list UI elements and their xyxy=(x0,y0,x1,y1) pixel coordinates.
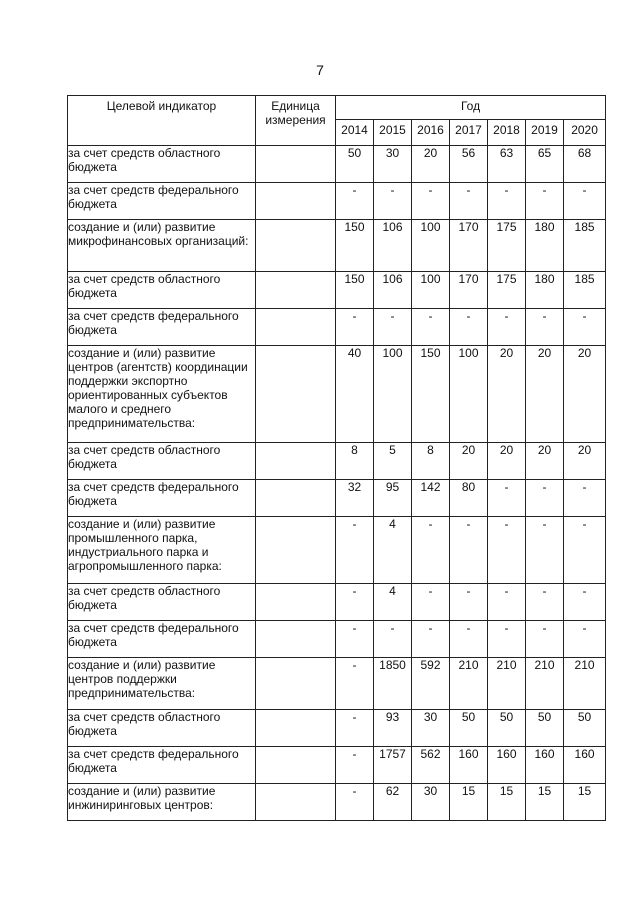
value-cell: 20 xyxy=(526,346,564,443)
value-cell: 142 xyxy=(412,480,450,517)
header-year: 2017 xyxy=(450,120,488,146)
value-cell: 100 xyxy=(412,220,450,272)
header-year-group: Год xyxy=(336,96,606,120)
unit-cell xyxy=(256,584,336,621)
page-number: 7 xyxy=(316,62,324,78)
table-row xyxy=(68,146,606,183)
table-row xyxy=(68,658,606,710)
unit-cell xyxy=(256,710,336,747)
value-cell: 56 xyxy=(450,146,488,183)
indicator-cell: создание и (или) развитие центров (агентств) координации поддержки экспортно ориентированных субъектов малого и среднего предпринимательства: xyxy=(68,346,256,443)
value-cell: 106 xyxy=(374,220,412,272)
value-cell: - xyxy=(526,183,564,220)
value-cell: 175 xyxy=(488,272,526,309)
header-year: 2015 xyxy=(374,120,412,146)
value-cell: - xyxy=(564,584,606,621)
value-cell: - xyxy=(564,621,606,658)
value-cell: 5 xyxy=(374,443,412,480)
value-cell: 50 xyxy=(564,710,606,747)
value-cell: 170 xyxy=(450,272,488,309)
indicator-cell: за счет средств областного бюджета xyxy=(68,443,256,480)
value-cell: - xyxy=(564,309,606,346)
table-row xyxy=(68,747,606,784)
value-cell: 20 xyxy=(488,346,526,443)
value-cell: 15 xyxy=(450,784,488,821)
unit-cell xyxy=(256,220,336,272)
value-cell: - xyxy=(336,309,374,346)
value-cell: 20 xyxy=(412,146,450,183)
value-cell: 30 xyxy=(412,784,450,821)
value-cell: 32 xyxy=(336,480,374,517)
value-cell: - xyxy=(374,621,412,658)
indicator-cell: за счет средств областного бюджета xyxy=(68,272,256,309)
value-cell: - xyxy=(564,183,606,220)
indicator-cell: за счет средств федерального бюджета xyxy=(68,747,256,784)
value-cell: - xyxy=(450,183,488,220)
unit-cell xyxy=(256,517,336,584)
table-row xyxy=(68,584,606,621)
value-cell: 160 xyxy=(450,747,488,784)
unit-cell xyxy=(256,272,336,309)
value-cell: - xyxy=(488,621,526,658)
table-row xyxy=(68,517,606,584)
value-cell: 185 xyxy=(564,220,606,272)
value-cell: - xyxy=(564,517,606,584)
indicator-cell: за счет средств областного бюджета xyxy=(68,146,256,183)
value-cell: 50 xyxy=(336,146,374,183)
value-cell: 210 xyxy=(526,658,564,710)
table-body xyxy=(68,146,606,821)
indicators-table xyxy=(67,95,606,821)
value-cell: - xyxy=(526,309,564,346)
value-cell: 30 xyxy=(374,146,412,183)
value-cell: 20 xyxy=(450,443,488,480)
value-cell: 160 xyxy=(526,747,564,784)
value-cell: 150 xyxy=(336,272,374,309)
value-cell: 20 xyxy=(488,443,526,480)
unit-cell xyxy=(256,480,336,517)
value-cell: - xyxy=(412,309,450,346)
value-cell: 185 xyxy=(564,272,606,309)
value-cell: - xyxy=(488,480,526,517)
value-cell: 8 xyxy=(412,443,450,480)
value-cell: - xyxy=(336,584,374,621)
value-cell: 1757 xyxy=(374,747,412,784)
table-row xyxy=(68,784,606,821)
table-row xyxy=(68,480,606,517)
value-cell: 68 xyxy=(564,146,606,183)
value-cell: - xyxy=(450,584,488,621)
header-year: 2016 xyxy=(412,120,450,146)
indicator-cell: за счет средств федерального бюджета xyxy=(68,309,256,346)
value-cell: - xyxy=(526,480,564,517)
value-cell: 100 xyxy=(374,346,412,443)
value-cell: 15 xyxy=(564,784,606,821)
unit-cell xyxy=(256,658,336,710)
value-cell: - xyxy=(526,517,564,584)
header-unit: Единица измерения xyxy=(256,96,336,146)
value-cell: - xyxy=(526,621,564,658)
indicator-cell: за счет средств федерального бюджета xyxy=(68,480,256,517)
value-cell: 150 xyxy=(336,220,374,272)
value-cell: - xyxy=(526,584,564,621)
indicator-cell: создание и (или) развитие промышленного парка, индустриального парка и агропромышленного парка: xyxy=(68,517,256,584)
table-row xyxy=(68,346,606,443)
indicator-cell: за счет средств федерального бюджета xyxy=(68,183,256,220)
value-cell: 30 xyxy=(412,710,450,747)
value-cell: - xyxy=(374,183,412,220)
indicator-cell: создание и (или) развитие центров поддержки предпринимательства: xyxy=(68,658,256,710)
unit-cell xyxy=(256,346,336,443)
unit-cell xyxy=(256,784,336,821)
value-cell: 160 xyxy=(488,747,526,784)
value-cell: - xyxy=(450,517,488,584)
value-cell: 65 xyxy=(526,146,564,183)
unit-cell xyxy=(256,621,336,658)
table-row xyxy=(68,309,606,346)
value-cell: 95 xyxy=(374,480,412,517)
value-cell: - xyxy=(488,584,526,621)
value-cell: - xyxy=(336,658,374,710)
value-cell: 170 xyxy=(450,220,488,272)
value-cell: - xyxy=(336,621,374,658)
indicator-cell: за счет средств областного бюджета xyxy=(68,584,256,621)
value-cell: 80 xyxy=(450,480,488,517)
value-cell: 210 xyxy=(450,658,488,710)
value-cell: 180 xyxy=(526,272,564,309)
value-cell: - xyxy=(488,309,526,346)
value-cell: 93 xyxy=(374,710,412,747)
value-cell: 50 xyxy=(488,710,526,747)
indicator-cell: за счет средств федерального бюджета xyxy=(68,621,256,658)
value-cell: - xyxy=(412,584,450,621)
value-cell: 4 xyxy=(374,584,412,621)
value-cell: - xyxy=(336,517,374,584)
value-cell: 100 xyxy=(450,346,488,443)
value-cell: 150 xyxy=(412,346,450,443)
header-year: 2014 xyxy=(336,120,374,146)
unit-cell xyxy=(256,146,336,183)
indicator-cell: создание и (или) развитие инжиниринговых центров: xyxy=(68,784,256,821)
value-cell: 592 xyxy=(412,658,450,710)
value-cell: - xyxy=(564,480,606,517)
table-row xyxy=(68,183,606,220)
header-indicator: Целевой индикатор xyxy=(68,96,256,146)
value-cell: 50 xyxy=(526,710,564,747)
value-cell: 50 xyxy=(450,710,488,747)
table-row xyxy=(68,272,606,309)
header-year: 2018 xyxy=(488,120,526,146)
value-cell: - xyxy=(336,710,374,747)
header-year: 2020 xyxy=(564,120,606,146)
table-row xyxy=(68,710,606,747)
table-row xyxy=(68,220,606,272)
table-row xyxy=(68,621,606,658)
header-year: 2019 xyxy=(526,120,564,146)
value-cell: - xyxy=(450,309,488,346)
unit-cell xyxy=(256,183,336,220)
value-cell: 40 xyxy=(336,346,374,443)
value-cell: 175 xyxy=(488,220,526,272)
unit-cell xyxy=(256,747,336,784)
value-cell: - xyxy=(336,747,374,784)
value-cell: 63 xyxy=(488,146,526,183)
value-cell: - xyxy=(412,183,450,220)
value-cell: 8 xyxy=(336,443,374,480)
value-cell: 20 xyxy=(526,443,564,480)
indicator-cell: за счет средств областного бюджета xyxy=(68,710,256,747)
value-cell: - xyxy=(374,309,412,346)
value-cell: 62 xyxy=(374,784,412,821)
indicator-cell: создание и (или) развитие микрофинансовых организаций: xyxy=(68,220,256,272)
value-cell: - xyxy=(336,784,374,821)
value-cell: 562 xyxy=(412,747,450,784)
value-cell: 160 xyxy=(564,747,606,784)
value-cell: 20 xyxy=(564,346,606,443)
value-cell: - xyxy=(450,621,488,658)
unit-cell xyxy=(256,309,336,346)
value-cell: 106 xyxy=(374,272,412,309)
value-cell: - xyxy=(412,517,450,584)
value-cell: 15 xyxy=(526,784,564,821)
value-cell: 210 xyxy=(488,658,526,710)
value-cell: - xyxy=(488,183,526,220)
value-cell: 4 xyxy=(374,517,412,584)
value-cell: 180 xyxy=(526,220,564,272)
value-cell: 15 xyxy=(488,784,526,821)
value-cell: 20 xyxy=(564,443,606,480)
value-cell: 1850 xyxy=(374,658,412,710)
value-cell: - xyxy=(488,517,526,584)
value-cell: - xyxy=(412,621,450,658)
table-row xyxy=(68,443,606,480)
value-cell: 100 xyxy=(412,272,450,309)
value-cell: 210 xyxy=(564,658,606,710)
unit-cell xyxy=(256,443,336,480)
value-cell: - xyxy=(336,183,374,220)
